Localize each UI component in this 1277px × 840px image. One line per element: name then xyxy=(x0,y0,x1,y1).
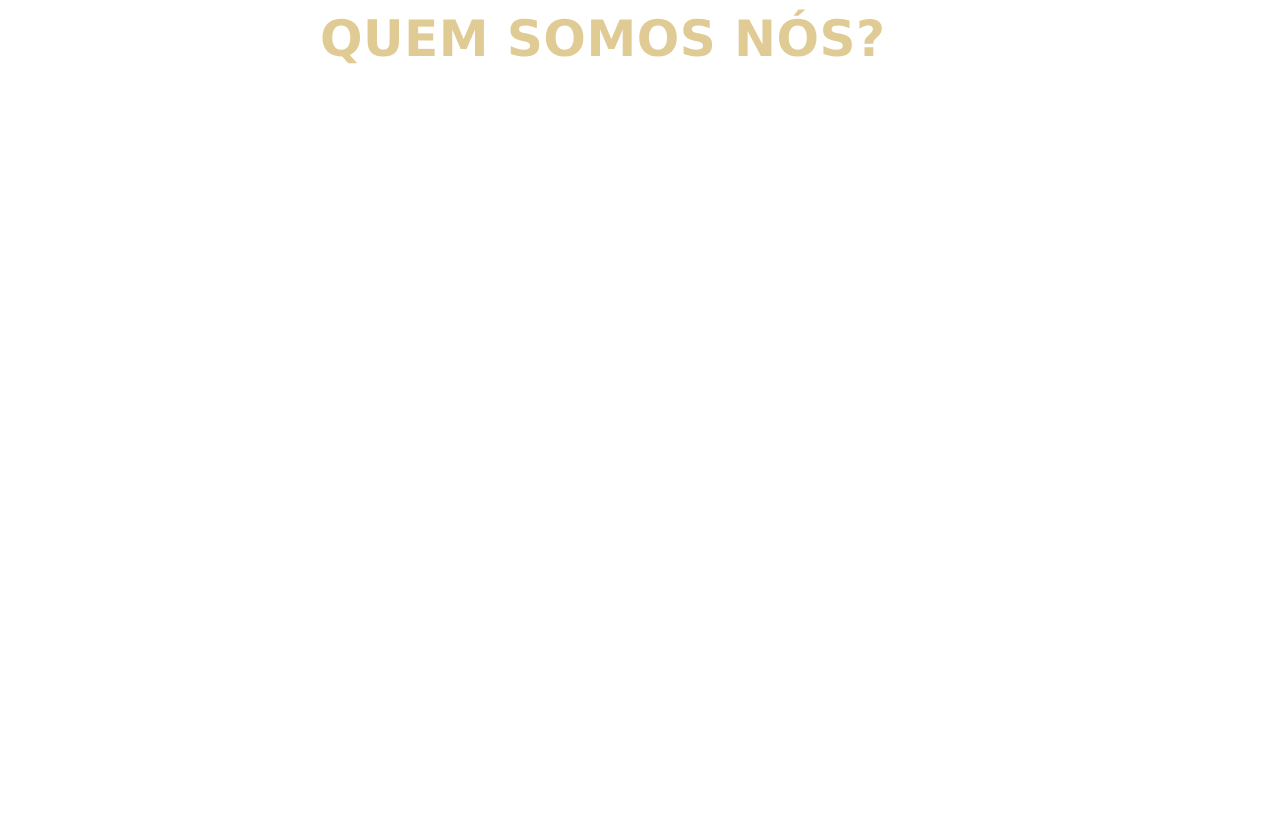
section-title: QUEM SOMOS NÓS? xyxy=(320,10,886,68)
blank-content-area xyxy=(0,90,1277,840)
